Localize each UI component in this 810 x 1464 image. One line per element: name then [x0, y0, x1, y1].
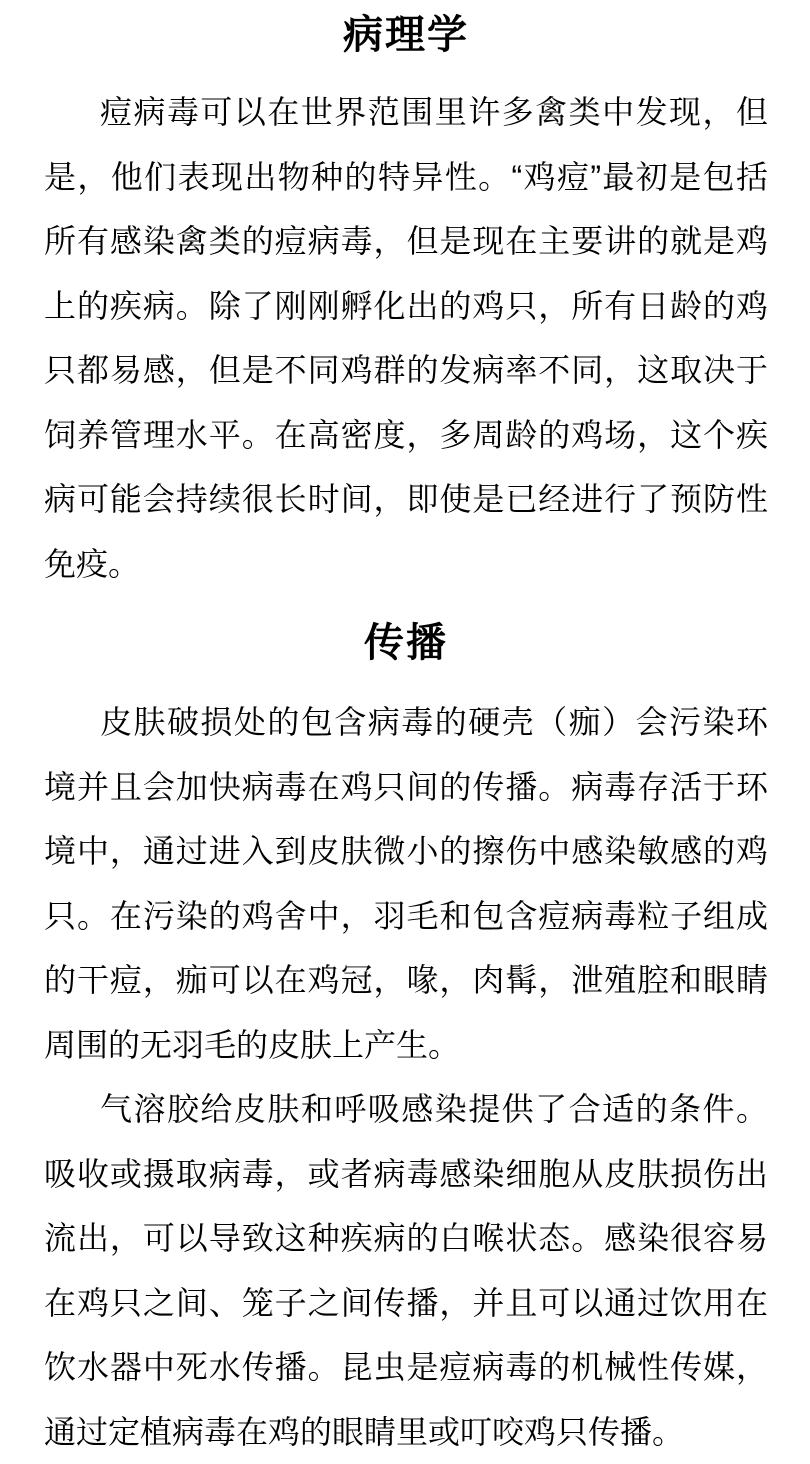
- text-line: 上的疾病。除了刚刚孵化出的鸡只，所有日龄的鸡: [44, 274, 768, 339]
- text-line: 饮水器中死水传播。昆虫是痘病毒的机械性传媒，: [44, 1335, 768, 1400]
- paragraph-pathology: [44, 80, 768, 596]
- text-line: 痘病毒可以在世界范围里许多禽类中发现，但: [44, 80, 768, 145]
- section-heading-transmission: 传播: [44, 614, 768, 672]
- text-line: 流出，可以导致这种疾病的白喉状态。感染很容易: [44, 1206, 768, 1271]
- text-line: 免疫。: [44, 532, 768, 597]
- text-line: 皮肤破损处的包含病毒的硬壳（痂）会污染环: [44, 690, 768, 755]
- text-line: 病可能会持续很长时间，即使是已经进行了预防性: [44, 467, 768, 532]
- paragraph-transmission-2: [44, 1077, 768, 1464]
- text-line: 通过定植病毒在鸡的眼睛里或叮咬鸡只传播。: [44, 1400, 768, 1464]
- paragraph-transmission-1: [44, 690, 768, 1077]
- text-line: 只。在污染的鸡舍中，羽毛和包含痘病毒粒子组成: [44, 884, 768, 949]
- text-line: 周围的无羽毛的皮肤上产生。: [44, 1013, 768, 1078]
- text-line: 饲养管理水平。在高密度，多周龄的鸡场，这个疾: [44, 403, 768, 468]
- text-line: 境中，通过进入到皮肤微小的擦伤中感染敏感的鸡: [44, 819, 768, 884]
- section-heading-pathology: 病理学: [44, 6, 768, 64]
- text-line: 境并且会加快病毒在鸡只间的传播。病毒存活于环: [44, 755, 768, 820]
- text-line: 是，他们表现出物种的特异性。“鸡痘”最初是包括: [44, 145, 768, 210]
- text-line: 所有感染禽类的痘病毒，但是现在主要讲的就是鸡: [44, 209, 768, 274]
- text-line: 在鸡只之间、笼子之间传播，并且可以通过饮用在: [44, 1271, 768, 1336]
- text-line: 的干痘，痂可以在鸡冠，喙，肉髯，泄殖腔和眼睛: [44, 948, 768, 1013]
- text-line: 吸收或摄取病毒，或者病毒感染细胞从皮肤损伤出: [44, 1142, 768, 1207]
- text-line: 气溶胶给皮肤和呼吸感染提供了合适的条件。: [44, 1077, 768, 1142]
- text-line: 只都易感，但是不同鸡群的发病率不同，这取决于: [44, 338, 768, 403]
